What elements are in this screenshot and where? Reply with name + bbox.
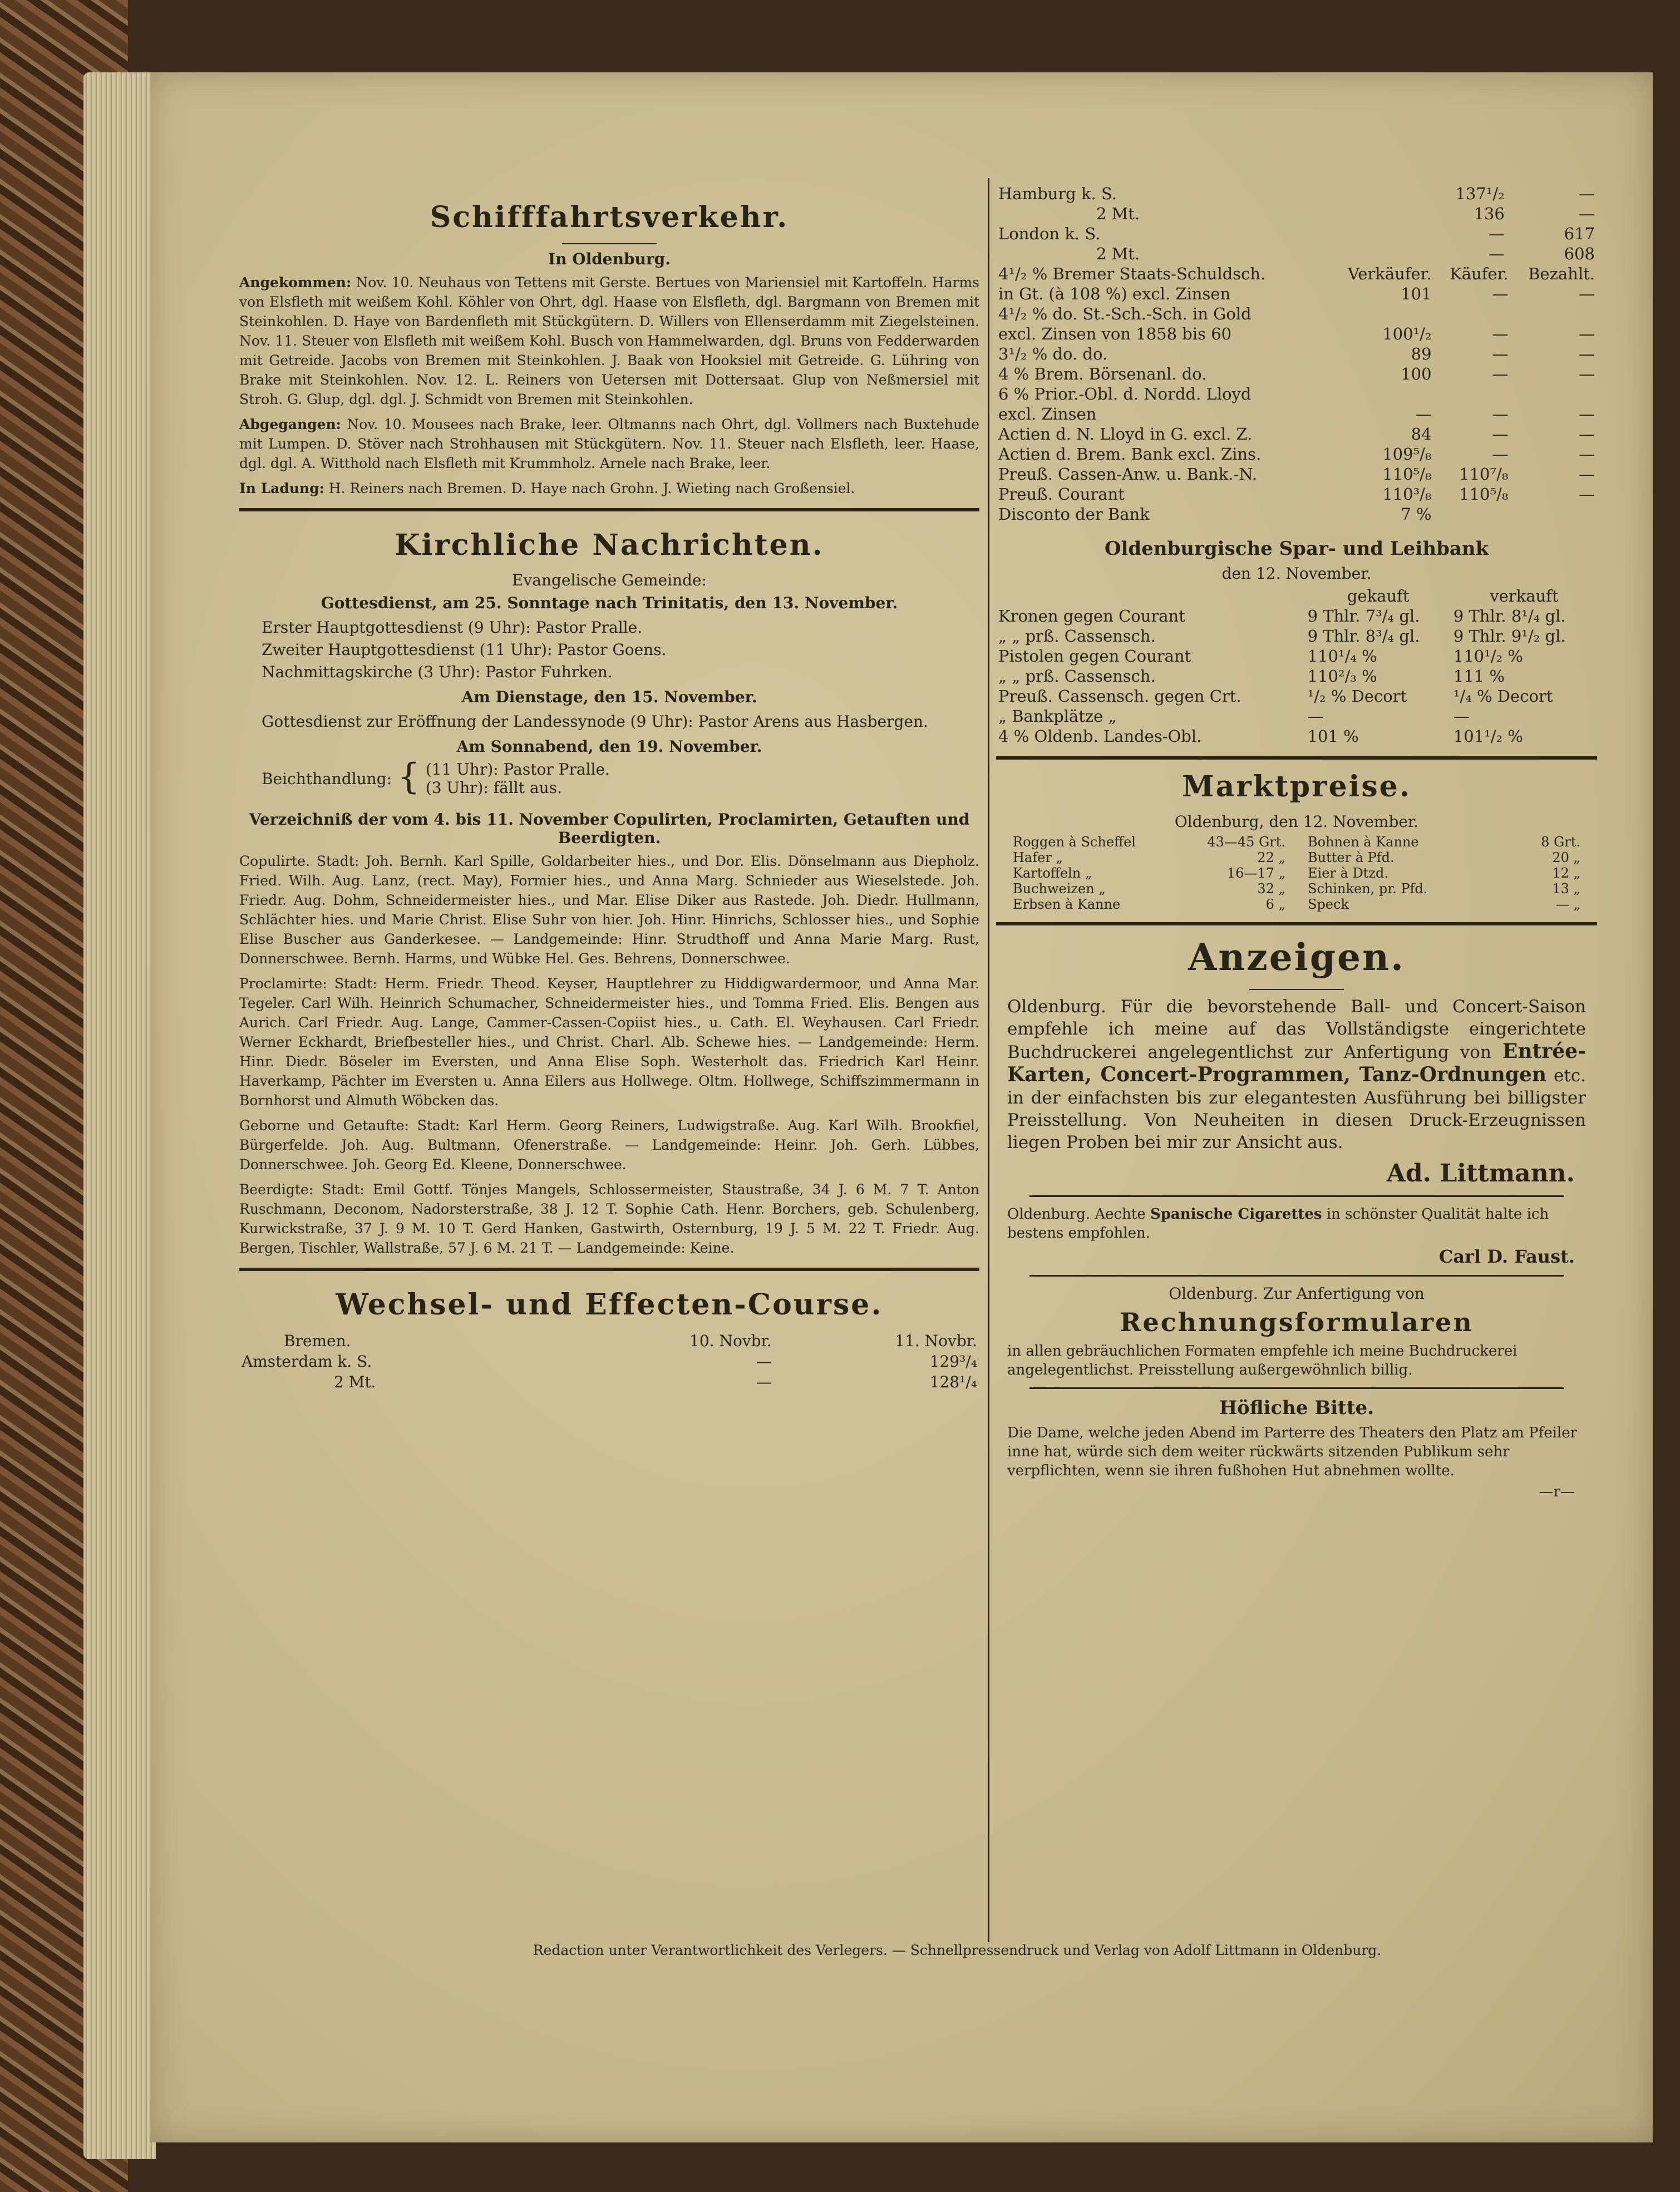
- wechsel-title: Wechsel- und Effecten-Course.: [336, 1288, 883, 1322]
- markt-price: 13 „: [1552, 881, 1580, 896]
- table-cell: Käufer.: [1450, 264, 1509, 283]
- list-item: [1308, 850, 1580, 865]
- ad3-text-a: Oldenburg. Zur Anfertigung von: [1169, 1284, 1425, 1303]
- table-cell: Preuß. Courant: [998, 485, 1125, 504]
- ad1-strong: Entrée-Karten, Concert-Programmen, Tanz-Ordnungen: [1007, 1040, 1587, 1086]
- list-item: [1308, 896, 1580, 912]
- table-row: [996, 686, 1597, 706]
- schiff-ladung: [239, 479, 979, 498]
- dienstag-text: Gottesdienst zur Eröffnung der Landessynode (9 Uhr): Pastor Arens aus Hasbergen.: [262, 712, 928, 731]
- table-cell: —: [756, 1352, 772, 1371]
- markt-price: 20 „: [1552, 850, 1580, 865]
- table-cell: 110⁵/₈: [1459, 485, 1509, 504]
- ad4-title: Höfliche Bitte.: [1219, 1397, 1374, 1419]
- table-cell: 110¹/₄ %: [1307, 647, 1377, 666]
- table-row: [996, 304, 1597, 324]
- table-cell: —: [1579, 425, 1595, 444]
- ad1-signature: Ad. Littmann.: [1386, 1159, 1575, 1188]
- table-cell: 11. Novbr.: [895, 1332, 977, 1350]
- kirche-title: Kirchliche Nachrichten.: [395, 528, 824, 562]
- table-row: [996, 404, 1597, 424]
- markt-item: Hafer „: [1013, 850, 1063, 865]
- column-divider: [988, 178, 989, 1942]
- table-row: [996, 586, 1597, 606]
- short-rule: [562, 243, 657, 244]
- kirche-item: Erster Hauptgottesdienst (9 Uhr): Pastor Pralle.: [262, 618, 643, 637]
- table-cell: 2 Mt.: [334, 1373, 376, 1391]
- table-row: [239, 1351, 979, 1372]
- list-item: [1013, 850, 1285, 865]
- footer-imprint: Redaction unter Verantwortlichkeit des Verlegers. — Schnellpressendruck und Verlag von Adolf Littmann in Oldenburg.: [533, 1942, 1382, 1958]
- table-cell: 617: [1564, 224, 1595, 243]
- table-cell: —: [1492, 425, 1509, 444]
- proclamirte: Proclamirte: Stadt: Herm. Friedr. Theod. Keyser, Hauptlehrer zu Hiddigwardermoor, und Anna Mar. Tegeler. Carl Wilh. Heinrich Schumacher, Schneidermeister hies., und Tomma Fried. Elis. Bengen aus Aurich. Carl Friedr. Aug. Lange, Cammer-Cassen-Copiist hies., u. Cath. El. Weyhausen. Carl Friedr. Werner Eckhardt, Briefbesteller hies., und Christ. Charl. Alb. Schewe hies. — Landgemeinde: Herm. Hinr. Diedr. Böseler im Eversten, und Anna Elise Soph. Westerholt das. Friedrich Karl Heinr. Haverkamp, Pächter im Eversten u. Anna Eilers aus Hollwege. Oltm. Hollwege, Schiffszimmermann in Bornhorst und Almuth Wöbcken das.: [239, 976, 979, 1109]
- table-cell: —: [1492, 405, 1509, 423]
- table-row: [996, 384, 1597, 404]
- table-cell: 608: [1564, 244, 1595, 263]
- markt-sub: Oldenburg, den 12. November.: [1174, 812, 1419, 831]
- short-rule: [1249, 989, 1344, 990]
- table-cell: excl. Zinsen: [998, 405, 1097, 423]
- table-cell: 4¹/₂ % do. St.-Sch.-Sch. in Gold: [998, 304, 1252, 323]
- section-rule: [996, 922, 1597, 925]
- table-row: [996, 284, 1597, 304]
- table-cell: Disconto der Bank: [998, 505, 1150, 524]
- ad2-strong: Spanische Cigarettes: [1150, 1206, 1322, 1223]
- beicht-times: [426, 760, 610, 797]
- table-cell: —: [1579, 184, 1595, 203]
- table-cell: [1434, 504, 1511, 524]
- ad2-text-b: in schönster Qualität halte ich bestens empfohlen.: [1007, 1206, 1549, 1242]
- markt-price: 8 Grt.: [1541, 834, 1580, 850]
- table-cell: —: [1492, 445, 1509, 464]
- spar-date: den 12. November.: [1221, 564, 1372, 583]
- verz-head: Verzeichniß der vom 4. bis 11. November Copulirten, Proclamirten, Getauften und Beerdigten.: [249, 810, 970, 847]
- beichthandlung: [262, 756, 957, 797]
- schiff-sub: In Oldenburg.: [548, 250, 671, 268]
- markt-price: 12 „: [1552, 865, 1580, 881]
- ad4-text: Die Dame, welche jeden Abend im Parterre des Theaters den Platz am Pfeiler inne hat, würde sich dem weiter rückwärts sitzenden Publikum sehr verpflichten, wenn sie ihren fußhohen Hut abnehmen wollte.: [1007, 1425, 1578, 1479]
- table-row: [996, 264, 1597, 284]
- markt-item: Eier à Dtzd.: [1308, 865, 1388, 881]
- markt-price: 16—17 „: [1226, 865, 1285, 881]
- table-row: [996, 444, 1597, 464]
- table-cell: 110³/₈: [1382, 485, 1432, 504]
- table-cell: 4 % Oldenb. Landes-Obl.: [998, 727, 1202, 746]
- list-item: [1013, 834, 1285, 850]
- table-row: [996, 666, 1597, 686]
- table-cell: Kronen gegen Courant: [998, 607, 1185, 625]
- section-rule: [239, 1268, 979, 1271]
- abgegangen-text: Nov. 10. Mousees nach Brake, leer. Oltmanns nach Ohrt, dgl. Vollmers nach Buxtehude mit Lumpen. D. Stöver nach Strohhausen mit Stückgütern. Nov. 11. Steuer nach Elsfleth, leer. Haase, dgl. dgl. A. Witthold nach Elsfleth mit Krummholz. Arnele nach Brake, leer.: [239, 416, 979, 471]
- table-cell: Preuß. Cassen-Anw. u. Bank.-N.: [998, 465, 1258, 484]
- anzeigen-title: Anzeigen.: [1188, 935, 1405, 979]
- table-row: [996, 504, 1597, 524]
- ad2-signature: Carl D. Faust.: [1438, 1246, 1575, 1267]
- table-cell: Pistolen gegen Courant: [998, 647, 1191, 666]
- markt-item: Kartoffeln „: [1013, 865, 1092, 881]
- markt-left: [1013, 834, 1285, 912]
- beicht-label: Beichthandlung:: [262, 769, 392, 788]
- table-cell: 111 %: [1453, 667, 1505, 686]
- table-cell: 10. Novbr.: [689, 1332, 772, 1350]
- markt-price: 6 „: [1265, 896, 1285, 912]
- table-cell: —: [1579, 284, 1595, 303]
- ad3-strong: Rechnungsformularen: [1120, 1307, 1474, 1337]
- copulirte: Copulirte. Stadt: Joh. Bernh. Karl Spille, Goldarbeiter hies., und Dor. Elis. Dönselmann aus Diepholz. Fried. Wilh. Aug. Lanz, (rect. May), Formier hies., und Anna Marg. Schnieder aus Wieselstede. Joh. Friedr. Aug. Dohm, Schneidermeister hies., und Mar. Elise Diker aus Rastede. Joh. Diedr. Hullmann, Schlächter hies. und Marie Christ. Elise Suhr von hier. Joh. Hinr. Hinrichs, Schlosser hies., und Sophie Elise Buscher aus Ganderkesee. — Landgemeinde: Hinr. Strudthoff und Anna Marie Marg. Rust, Donnerschwee. Bernh. Harms, und Wübke Hel. Ges. Behrens, Donnerschwee.: [239, 853, 979, 967]
- markt-item: Speck: [1308, 896, 1349, 912]
- sonnabend-head: Am Sonnabend, den 19. November.: [456, 737, 762, 756]
- table-cell: 100¹/₂: [1382, 324, 1432, 343]
- table-cell: —: [1492, 344, 1509, 363]
- table-cell: —: [1579, 364, 1595, 383]
- schiff-angekommen: [239, 273, 979, 409]
- brace-glyph: {: [397, 756, 420, 797]
- table-cell: —: [1488, 224, 1505, 243]
- markt-item: Roggen à Scheffel: [1013, 834, 1136, 850]
- table-cell: 2 Mt.: [1096, 244, 1140, 263]
- kirche-gemeinde: Evangelische Gemeinde:: [512, 571, 707, 589]
- ad1-text-a: Oldenburg. Für die bevorstehende Ball- und Concert-Saison empfehle ich meine auf das Vollständigste eingerichtete Buchdruckerei angelegentlichst zur Anfertigung von: [1007, 997, 1586, 1062]
- angekommen-label: Angekommen:: [239, 274, 352, 290]
- ad-faust: [1007, 1205, 1586, 1243]
- table-cell: [996, 586, 1305, 606]
- fin-table-bonds: [996, 264, 1597, 524]
- table-cell: [1511, 304, 1598, 324]
- list-item: [1013, 881, 1285, 896]
- table-cell: 110⁵/₈: [1382, 465, 1432, 484]
- wechsel-table: [239, 1331, 979, 1392]
- table-cell: 7 %: [1401, 505, 1432, 524]
- table-cell: Preuß. Cassensch. gegen Crt.: [998, 687, 1241, 706]
- table-cell: ¹/₂ % Decort: [1307, 687, 1407, 706]
- table-cell: —: [1415, 405, 1432, 423]
- table-cell: 110⁷/₈: [1459, 465, 1509, 484]
- table-cell: Bezahlt.: [1528, 264, 1595, 283]
- ad-rule: [1029, 1275, 1564, 1277]
- kirche-item: Nachmittagskirche (3 Uhr): Pastor Fuhrken.: [262, 663, 613, 681]
- table-cell: 84: [1411, 425, 1432, 444]
- ad3-text-b: in allen gebräuchlichen Formaten empfehle ich meine Buchdruckerei angelegentlichst. Preisstellung außergewöhnlich billig.: [1007, 1343, 1518, 1378]
- table-row: [996, 324, 1597, 344]
- list-item: [1308, 865, 1580, 881]
- table-cell: [1434, 304, 1511, 324]
- table-cell: 101 %: [1307, 727, 1359, 746]
- list-item: [1013, 896, 1285, 912]
- markt-grid: [1013, 834, 1580, 912]
- table-row: [996, 344, 1597, 364]
- markt-right: [1308, 834, 1580, 912]
- ad-littmann: [1007, 996, 1586, 1154]
- ad-rule: [1029, 1387, 1564, 1389]
- table-row: [996, 424, 1597, 444]
- table-cell: 3¹/₂ % do. do.: [998, 344, 1108, 363]
- table-cell: Actien d. N. Lloyd in G. excl. Z.: [998, 425, 1253, 444]
- table-cell: [1327, 304, 1434, 324]
- schiff-abgegangen: [239, 415, 979, 473]
- table-cell: verkauft: [1490, 587, 1559, 605]
- markt-item: Schinken, pr. Pfd.: [1308, 881, 1428, 896]
- table-cell: —: [1579, 324, 1595, 343]
- left-column: [239, 184, 979, 1392]
- beicht-2: (3 Uhr): fällt aus.: [425, 779, 562, 797]
- table-cell: 101: [1401, 284, 1432, 303]
- markt-item: Bohnen à Kanne: [1308, 834, 1419, 850]
- table-cell: 110¹/₂ %: [1453, 647, 1523, 666]
- table-cell: Amsterdam k. S.: [242, 1352, 372, 1371]
- fin-table-top: [996, 184, 1597, 264]
- table-cell: 89: [1411, 344, 1432, 363]
- table-cell: —: [1492, 364, 1509, 383]
- beerdigte: Beerdigte: Stadt: Emil Gottf. Tönjes Mangels, Schlossermeister, Staustraße, 34 J. 6 M. 7 T. Anton Ruschmann, Deconom, Nadorsterstraße, 38 J. 12 T. Sophie Cath. Henr. Borchers, geb. Schulenberg, Kurwickstraße, 37 J. 9 M. 10 T. Gerd Hanken, Gastwirth, Osternburg, 19 J. 5 M. 22 T. Friedr. Aug. Bergen, Tischler, Wallstraße, 57 J. 6 M. 21 T. — Landgemeinde: Keine.: [239, 1181, 979, 1256]
- table-row: [996, 184, 1597, 204]
- kirche-gottesdienst: Gottesdienst, am 25. Sonntage nach Trinitatis, den 13. November.: [321, 594, 898, 612]
- table-cell: „ „ prß. Cassensch.: [998, 627, 1156, 646]
- table-cell: gekauft: [1347, 587, 1410, 605]
- markt-item: Butter à Pfd.: [1308, 850, 1395, 865]
- markt-item: Buchweizen „: [1013, 881, 1106, 896]
- table-cell: 4¹/₂ % Bremer Staats-Schuldsch.: [998, 264, 1266, 283]
- spar-title: Oldenburgische Spar- und Leihbank: [1104, 538, 1489, 560]
- table-row: [996, 606, 1597, 626]
- ladung-label: In Ladung:: [239, 480, 324, 496]
- table-cell: [1327, 384, 1434, 404]
- list-item: [1308, 881, 1580, 896]
- table-row: [996, 224, 1597, 244]
- markt-price: 32 „: [1257, 881, 1285, 896]
- ad4-signature: —r—: [1539, 1484, 1575, 1500]
- table-cell: 9 Thlr. 8¹/₄ gl.: [1453, 607, 1566, 625]
- table-cell: Bremen.: [284, 1332, 351, 1350]
- page-edges: [83, 72, 156, 2159]
- schiff-title: Schifffahrtsverkehr.: [430, 200, 789, 234]
- table-cell: —: [756, 1373, 772, 1391]
- table-cell: —: [1579, 204, 1595, 223]
- table-cell: 9 Thlr. 7³/₄ gl.: [1307, 607, 1420, 625]
- table-cell: 9 Thlr. 8³/₄ gl.: [1307, 627, 1420, 646]
- table-cell: —: [1579, 344, 1595, 363]
- table-cell: ¹/₄ % Decort: [1453, 687, 1553, 706]
- table-cell: Hamburg k. S.: [998, 184, 1117, 203]
- section-rule: [996, 756, 1597, 760]
- table-cell: 136: [1474, 204, 1505, 223]
- table-cell: „ „ prß. Cassensch.: [998, 667, 1156, 686]
- table-row: [996, 364, 1597, 384]
- getaufte: Geborne und Getaufte: Stadt: Karl Herm. Georg Reiners, Ludwigstraße. Aug. Karl Wilh. Brookfiel, Bürgerfelde. Joh. Aug. Bultmann, Ofenerstraße. — Landgemeinde: Heinr. Joh. Gerh. Lübbes, Donnerschwee. Joh. Georg Ed. Kleene, Donnerschwee.: [239, 1117, 979, 1173]
- table-row: [239, 1372, 979, 1392]
- table-cell: 100: [1401, 364, 1432, 383]
- table-cell: 101¹/₂ %: [1453, 727, 1523, 746]
- dienstag-head: Am Dienstage, den 15. November.: [461, 688, 757, 706]
- abgegangen-label: Abgegangen:: [239, 416, 341, 432]
- table-row: [239, 1331, 979, 1351]
- table-cell: „ Bankplätze „: [998, 707, 1117, 726]
- table-cell: 137¹/₂: [1455, 184, 1505, 203]
- table-cell: 128¹/₄: [929, 1373, 977, 1391]
- table-cell: 4 % Brem. Börsenanl. do.: [998, 364, 1207, 383]
- angekommen-text: Nov. 10. Neuhaus von Tettens mit Gerste. Bertues von Mariensiel mit Kartoffeln. Harms von Elsfleth mit weißem Kohl. Köhler von Ohrt, dgl. Haase von Elsfleth, dgl. Bargmann von Bremen mit Steinkohlen. D. Haye von Bardenfleth mit Stückgütern. D. Willers von Ellenserdamm mit Ziegelsteinen. Nov. 11. Steuer von Elsfleth mit weißem Kohl. Busch von Hammelwarden, dgl. Bruns von Fedderwarden mit Getreide. Jacobs von Bremen mit Steinkohlen. J. Baak von Hooksiel mit Getreide. G. Lühring von Brake mit Steinkohlen. Nov. 12. L. Reiners von Uetersen mit Dottersaat. Glup von Neßmersiel mit Stroh. G. Glup, dgl. dgl. J. Schmidt von Bremen mit Steinkohlen.: [239, 274, 980, 407]
- table-cell: —: [1579, 405, 1595, 423]
- table-cell: excl. Zinsen von 1858 bis 60: [998, 324, 1232, 343]
- table-row: [996, 706, 1597, 726]
- table-cell: —: [1453, 707, 1470, 726]
- table-cell: —: [1307, 707, 1324, 726]
- table-cell: London k. S.: [998, 224, 1101, 243]
- table-cell: 6 % Prior.-Obl. d. Nordd. Lloyd: [998, 385, 1252, 403]
- markt-price: 22 „: [1257, 850, 1285, 865]
- beicht-1: (11 Uhr): Pastor Pralle.: [425, 760, 610, 779]
- markt-title: Marktpreise.: [1182, 770, 1411, 804]
- table-cell: 110²/₃ %: [1307, 667, 1377, 686]
- table-row: [996, 244, 1597, 264]
- table-cell: in Gt. (à 108 %) excl. Zinsen: [998, 284, 1231, 303]
- table-cell: —: [1492, 324, 1509, 343]
- table-cell: [1511, 384, 1598, 404]
- table-cell: —: [1579, 445, 1595, 464]
- table-cell: 2 Mt.: [1096, 204, 1140, 223]
- table-cell: —: [1488, 244, 1505, 263]
- list-item: [1013, 865, 1285, 881]
- table-cell: [1511, 504, 1598, 524]
- table-row: [996, 464, 1597, 484]
- table-cell: 109⁵/₈: [1382, 445, 1432, 464]
- table-cell: 129³/₄: [929, 1352, 977, 1371]
- list-item: [1308, 834, 1580, 850]
- table-cell: [1434, 384, 1511, 404]
- ad1-text-b: etc. in der einfachsten bis zur elegantesten Ausführung bei billigster Preisstellung. Von Neuheiten in diesen Druck-Erzeugnissen liegen Proben bei mir zur Ansicht aus.: [1007, 1066, 1586, 1152]
- right-column: [996, 184, 1597, 1504]
- table-row: [996, 204, 1597, 224]
- table-cell: —: [1492, 284, 1509, 303]
- ladung-text: H. Reiners nach Bremen. D. Haye nach Grohn. J. Wieting nach Großensiel.: [328, 480, 855, 496]
- table-row: [996, 484, 1597, 504]
- markt-price: 43—45 Grt.: [1207, 834, 1285, 850]
- table-cell: 9 Thlr. 9¹/₂ gl.: [1453, 627, 1566, 646]
- markt-item: Erbsen à Kanne: [1013, 896, 1121, 912]
- table-row: [996, 626, 1597, 646]
- markt-price: — „: [1555, 896, 1580, 912]
- table-row: [996, 646, 1597, 666]
- table-row: [996, 726, 1597, 746]
- table-cell: Actien d. Brem. Bank excl. Zins.: [998, 445, 1262, 464]
- table-cell: —: [1579, 465, 1595, 484]
- section-rule: [239, 508, 979, 511]
- kirche-item: Zweiter Hauptgottesdienst (11 Uhr): Pastor Goens.: [262, 641, 667, 659]
- spar-table: [996, 586, 1597, 746]
- table-cell: Verkäufer.: [1347, 264, 1432, 283]
- ad-rule: [1029, 1195, 1564, 1197]
- table-cell: —: [1579, 485, 1595, 504]
- ad2-text-a: Oldenburg. Aechte: [1007, 1206, 1146, 1223]
